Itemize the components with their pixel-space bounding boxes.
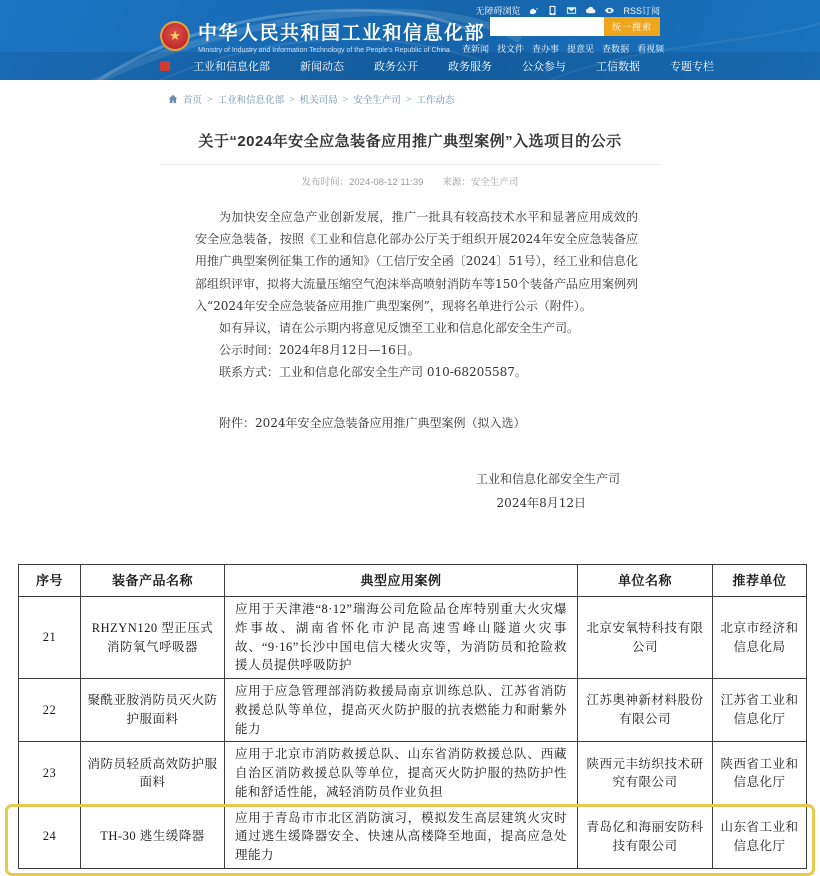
cell-no: 23: [19, 742, 81, 805]
table-row: [19, 597, 807, 679]
page-title: 关于“2024年安全应急装备应用推广典型案例”入选项目的公示: [198, 133, 622, 150]
cloud-share-icon[interactable]: [585, 5, 596, 16]
topbar: [160, 0, 660, 17]
cell-org: 江苏奥神新材料股份有限公司: [578, 679, 713, 742]
nav-item-gov-info[interactable]: 政务公开: [374, 61, 418, 73]
nav-item-topics[interactable]: 专题专栏: [670, 61, 714, 73]
col-header-no: 序号: [19, 565, 81, 597]
col-header-product: 装备产品名称: [81, 565, 225, 597]
announcement-article: [160, 130, 660, 514]
breadcrumb-separator: >: [289, 93, 295, 105]
cell-recommender: 陕西省工业和信息化厅: [713, 742, 807, 805]
cell-no: 22: [19, 679, 81, 742]
cell-product: 聚酰亚胺消防员灭火防护服面料: [81, 679, 225, 742]
paragraph-contact: 联系方式：工业和信息化部安全生产司 010-68205587。: [219, 365, 527, 380]
cell-recommender: 北京市经济和信息化局: [713, 597, 807, 679]
case-table: [18, 564, 807, 869]
cell-case: 应用于应急管理部消防救援局南京训练总队、江苏省消防救援总队等单位，提高灭火防护服的抗表燃能力和耐紫外能力: [225, 679, 578, 742]
cell-org: 陕西元丰纺织技术研究有限公司: [578, 742, 713, 805]
search-area: [462, 17, 665, 55]
table-header-row: [19, 565, 807, 597]
cell-org: 北京安氧特科技有限公司: [578, 597, 713, 679]
breadcrumb-work-updates[interactable]: 工作动态: [416, 95, 455, 106]
breadcrumb-departments[interactable]: 机关司局: [299, 95, 338, 106]
cell-case: 应用于天津港“8·12”瑞海公司危险品仓库特别重大火灾爆炸事故、湖南省怀化市沪昆高速雪峰山隧道火灾事故、“9·16”长沙中国电信大楼火灾等，为消防员和抢险救援人员提供呼吸防护: [225, 597, 578, 679]
cell-no: 24: [19, 805, 81, 868]
nav-item-gov-services[interactable]: 政务服务: [448, 61, 492, 73]
article-body: [160, 206, 660, 514]
cell-product: TH-30 逃生缓降器: [81, 805, 225, 868]
quick-link-feedback[interactable]: 提意见: [567, 44, 595, 54]
signature-date: 2024年8月12日: [496, 495, 586, 510]
breadcrumb-separator: >: [405, 93, 412, 105]
paragraph-period: 公示时间：2024年8月12日—16日。: [219, 343, 420, 358]
cell-recommender: 江苏省工业和信息化厅: [713, 679, 807, 742]
cell-product: RHZYN120 型正压式消防氧气呼吸器: [81, 597, 225, 679]
quick-link-news[interactable]: 查新闻: [462, 44, 490, 54]
accessibility-link[interactable]: 无障碍浏览: [475, 6, 521, 16]
table-row: [19, 742, 807, 805]
weibo-eye-icon[interactable]: [604, 5, 615, 16]
mail-icon[interactable]: [566, 5, 577, 16]
signature-org: 工业和信息化部安全生产司: [475, 471, 620, 486]
main-content: [0, 92, 820, 869]
table-row-highlighted: [19, 805, 807, 868]
paragraph-intro: 为加快安全应急产业创新发展，推广一批具有较高技术水平和显著应用成效的安全应急装备，按照《工业和信息化部办公厅关于组织开展2024年安全应急装备应用推广典型案例征集工作的通知》（工信厅安全函〔2024〕51号），经工业和信息化部组织评审，拟将大流量压缩空气泡沫举高喷射消防车等150个装备产品应用案例列入“2024年安全应急装备应用推广典型案例”，现将名单进行公示（附件）。: [195, 210, 638, 313]
breadcrumb-separator: >: [342, 93, 349, 105]
main-nav: [0, 52, 820, 80]
nav-item-participation[interactable]: 公众参与: [522, 61, 566, 73]
quick-link-files[interactable]: 找文件: [497, 44, 525, 54]
site-header: [0, 0, 820, 80]
nav-emblem-icon: [160, 61, 170, 71]
col-header-recommender: 推荐单位: [713, 565, 807, 597]
nav-item-news[interactable]: 新闻动态: [300, 61, 344, 73]
title-divider: [160, 164, 660, 165]
brand-row: [160, 18, 665, 54]
site-title: 中华人民共和国工业和信息化部: [198, 23, 486, 44]
breadcrumb-miit[interactable]: 工业和信息化部: [217, 95, 285, 106]
cell-no: 21: [19, 597, 81, 679]
national-emblem-logo: ★: [160, 21, 190, 51]
search-button[interactable]: 统一搜索: [604, 17, 660, 36]
cell-case: 应用于北京市消防救援总队、山东省消防救援总队、西藏自治区消防救援总队等单位，提高灭火防护服的热防护性能和舒适性能，减轻消防员作业负担: [225, 742, 578, 805]
search-input[interactable]: [490, 17, 604, 36]
quick-link-services[interactable]: 查办事: [532, 44, 560, 54]
table-row: [19, 679, 807, 742]
paragraph-objection: 如有异议，请在公示期内将意见反馈至工业和信息化部安全生产司。: [219, 320, 580, 335]
rss-link[interactable]: RSS订阅: [623, 6, 660, 16]
attachment-link[interactable]: 附件：2024年安全应急装备应用推广典型案例（拟入选）: [219, 415, 526, 430]
breadcrumb-separator: >: [207, 93, 213, 105]
attachment-table-section: [18, 564, 802, 869]
quick-link-video[interactable]: 看视频: [637, 44, 665, 54]
breadcrumb-home[interactable]: 首页: [183, 95, 203, 106]
cell-case: 应用于青岛市市北区消防演习，模拟发生高层建筑火灾时通过逃生缓降器安全、快速从高楼降至地面，提高应急处理能力: [225, 805, 578, 868]
signature-block: [195, 468, 638, 514]
article-meta: 发布时间：2024-08-12 11:39 来源：安全生产司: [301, 177, 519, 188]
cell-recommender: 山东省工业和信息化厅: [713, 805, 807, 868]
mobile-icon[interactable]: [547, 5, 558, 16]
quick-link-data[interactable]: 查数据: [602, 44, 630, 54]
cell-product: 消防员轻质高效防护服面料: [81, 742, 225, 805]
cell-org: 青岛亿和海丽安防科技有限公司: [578, 805, 713, 868]
col-header-case: 典型应用案例: [225, 565, 578, 597]
nav-item-data[interactable]: 工信数据: [596, 61, 640, 73]
breadcrumb: [168, 92, 820, 106]
weibo-bird-icon[interactable]: [528, 5, 539, 16]
col-header-org: 单位名称: [578, 565, 713, 597]
home-icon[interactable]: [168, 94, 178, 104]
breadcrumb-safety-dept[interactable]: 安全生产司: [353, 95, 401, 106]
nav-item-miit[interactable]: 工业和信息化部: [193, 61, 270, 73]
site-subtitle-en: Ministry of Industry and Information Technology of the People's Republic of China: [198, 47, 450, 54]
